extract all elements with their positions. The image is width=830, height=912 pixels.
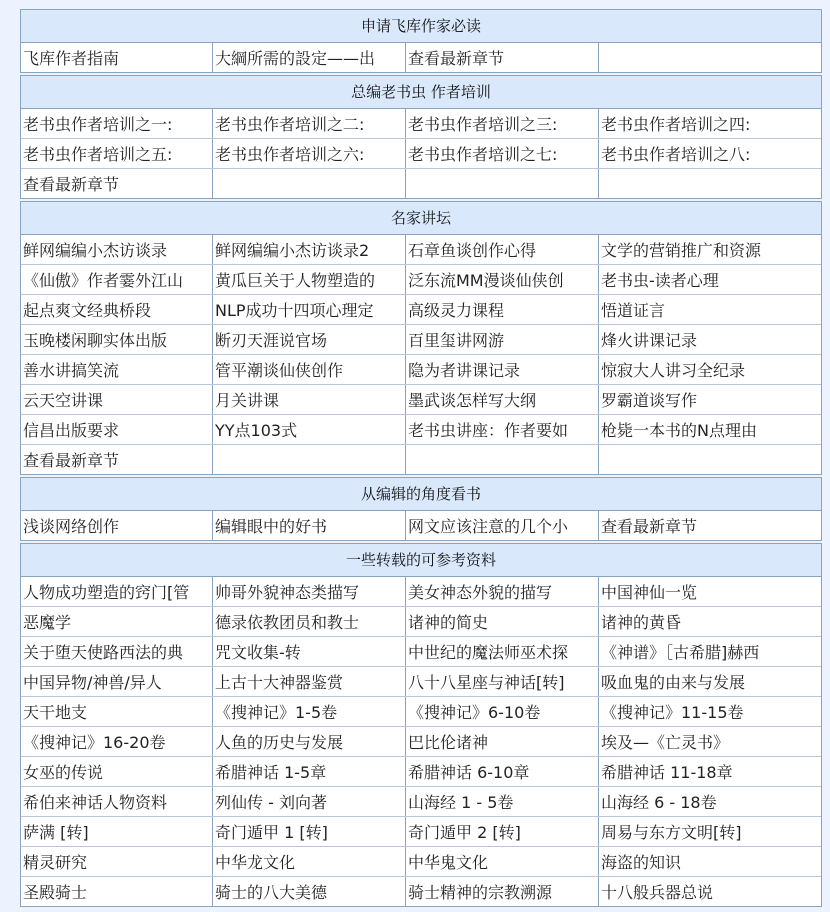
table-row	[21, 325, 821, 355]
chapter-link[interactable]: 老书虫作者培训之二:	[213, 109, 406, 138]
table-row	[21, 235, 821, 265]
chapter-link[interactable]: NLP成功十四项心理定	[213, 295, 406, 324]
empty-cell	[406, 445, 599, 474]
empty-cell	[213, 445, 406, 474]
chapter-link[interactable]: 女巫的传说	[21, 757, 213, 786]
table-row	[21, 817, 821, 847]
chapter-link[interactable]: 老书虫-读者心理	[601, 271, 719, 290]
chapter-link[interactable]: 奇门遁甲 1 [转]	[213, 817, 406, 846]
chapter-link[interactable]: 精灵研究	[21, 847, 213, 876]
chapter-link[interactable]: 八十八星座与神话[转]	[406, 667, 599, 696]
chapter-link[interactable]: 大綱所需的設定——出	[213, 43, 406, 72]
chapter-link[interactable]: 希腊神话 1-5章	[213, 757, 406, 786]
chapter-link[interactable]: 咒文收集-转	[213, 637, 406, 666]
chapter-link[interactable]: 石章鱼谈创作心得	[406, 235, 599, 264]
section-title: 申请飞库作家必读	[21, 10, 821, 43]
chapter-link[interactable]: 老书虫作者培训之四:	[601, 115, 751, 134]
section-2	[20, 201, 822, 475]
section-4	[20, 543, 822, 907]
table-row	[21, 445, 821, 474]
chapter-link[interactable]: 山海经 6 - 18卷	[601, 793, 717, 812]
empty-cell	[599, 445, 821, 474]
chapter-link[interactable]: 人物成功塑造的窍门[管	[21, 577, 213, 606]
chapter-link[interactable]: 百里玺讲网游	[406, 325, 599, 354]
chapter-link[interactable]: 高级灵力课程	[406, 295, 599, 324]
chapter-link[interactable]: 上古十大神器鉴赏	[213, 667, 406, 696]
chapter-link[interactable]: 查看最新章节	[601, 517, 698, 536]
chapter-link[interactable]: 隐为者讲课记录	[406, 355, 599, 384]
chapter-link[interactable]: 《仙傲》作者霎外江山	[21, 265, 213, 294]
chapter-link[interactable]: 萨满 [转]	[21, 817, 213, 846]
table-row	[21, 697, 821, 727]
table-row	[21, 109, 821, 139]
chapter-link[interactable]: 墨武谈怎样写大纲	[406, 385, 599, 414]
chapter-link[interactable]: 帅哥外貌神态类描写	[213, 577, 406, 606]
chapter-link[interactable]: 枪毙一本书的N点理由	[601, 421, 757, 440]
chapter-link[interactable]: 月关讲课	[213, 385, 406, 414]
chapter-link[interactable]: 编辑眼中的好书	[213, 511, 406, 540]
chapter-link[interactable]: 老书虫作者培训之三:	[406, 109, 599, 138]
chapter-link[interactable]: 老书虫作者培训之一:	[21, 109, 213, 138]
table-row	[21, 607, 821, 637]
chapter-link[interactable]: 鲜网编编小杰访谈录2	[213, 235, 406, 264]
chapter-link[interactable]: 骑士精神的宗教溯源	[406, 877, 599, 906]
chapter-link[interactable]: 十八般兵器总说	[601, 883, 714, 902]
chapter-link[interactable]: 奇门遁甲 2 [转]	[406, 817, 599, 846]
table-row	[21, 139, 821, 169]
table-row	[21, 727, 821, 757]
chapter-link[interactable]: 泛东流MM漫谈仙侠创	[406, 265, 599, 294]
chapter-link[interactable]: 云天空讲课	[21, 385, 213, 414]
chapter-link[interactable]: 中世纪的魔法师巫术探	[406, 637, 599, 666]
chapter-link[interactable]: 海盗的知识	[601, 853, 682, 872]
table-row	[21, 787, 821, 817]
chapter-link[interactable]: YY点103式	[213, 415, 406, 444]
chapter-link[interactable]: 老书虫讲座：作者要如	[406, 415, 599, 444]
chapter-link[interactable]: 周易与东方文明[转]	[601, 823, 742, 842]
chapter-link[interactable]: 人鱼的历史与发展	[213, 727, 406, 756]
chapter-link[interactable]: 善水讲搞笑流	[21, 355, 213, 384]
chapter-link[interactable]: 悟道证言	[601, 301, 666, 320]
table-row	[21, 43, 821, 72]
table-row	[21, 355, 821, 385]
chapter-link[interactable]: 信昌出版要求	[21, 415, 213, 444]
chapter-link[interactable]: 管平潮谈仙侠创作	[213, 355, 406, 384]
table-row	[21, 385, 821, 415]
table-row	[21, 757, 821, 787]
table-row	[21, 295, 821, 325]
chapter-link[interactable]: 老书虫作者培训之八:	[601, 145, 751, 164]
chapter-link[interactable]: 巴比伦诸神	[406, 727, 599, 756]
table-row	[21, 169, 821, 198]
chapter-link[interactable]: 美女神态外貌的描写	[406, 577, 599, 606]
chapter-link[interactable]: 中华龙文化	[213, 847, 406, 876]
chapter-link[interactable]: 诸神的简史	[406, 607, 599, 636]
empty-cell	[599, 169, 821, 198]
table-row	[21, 847, 821, 877]
table-row	[21, 265, 821, 295]
chapter-link[interactable]: 《神谱》［古希腊]赫西	[601, 643, 760, 662]
chapter-link[interactable]: 天干地支	[21, 697, 213, 726]
table-row	[21, 667, 821, 697]
chapter-link[interactable]: 德录依教团员和教士	[213, 607, 406, 636]
chapter-link[interactable]: 飞库作者指南	[21, 43, 213, 72]
chapter-index	[20, 9, 822, 909]
chapter-link[interactable]: 黄瓜巨关于人物塑造的	[213, 265, 406, 294]
chapter-link[interactable]: 查看最新章节	[406, 43, 599, 72]
chapter-link[interactable]: 列仙传 - 刘向著	[213, 787, 406, 816]
chapter-link[interactable]: 罗霸道谈写作	[601, 391, 698, 410]
chapter-link[interactable]: 希腊神话 6-10章	[406, 757, 599, 786]
chapter-link[interactable]: 烽火讲课记录	[601, 331, 698, 350]
table-row	[21, 577, 821, 607]
chapter-link[interactable]: 希腊神话 11-18章	[601, 763, 733, 782]
chapter-link[interactable]: 查看最新章节	[21, 445, 213, 474]
chapter-link[interactable]: 《搜神记》16-20卷	[21, 727, 213, 756]
section-title: 总编老书虫 作者培训	[21, 76, 821, 109]
chapter-link[interactable]: 山海经 1 - 5卷	[406, 787, 599, 816]
chapter-link[interactable]: 诸神的黄昏	[601, 613, 682, 632]
chapter-link[interactable]: 老书虫作者培训之六:	[213, 139, 406, 168]
chapter-link[interactable]: 老书虫作者培训之五:	[21, 139, 213, 168]
chapter-link[interactable]: 文学的营销推广和资源	[601, 241, 762, 260]
chapter-link[interactable]: 中华鬼文化	[406, 847, 599, 876]
chapter-link[interactable]: 网文应该注意的几个小	[406, 511, 599, 540]
chapter-link[interactable]: 玉晚楼闲聊实体出版	[21, 325, 213, 354]
table-row	[21, 415, 821, 445]
section-title: 一些转载的可参考资料	[21, 544, 821, 577]
section-3	[20, 477, 822, 541]
table-row	[21, 511, 821, 540]
section-title: 名家讲坛	[21, 202, 821, 235]
chapter-link[interactable]: 鲜网编编小杰访谈录	[21, 235, 213, 264]
chapter-link[interactable]: 《搜神记》1-5卷	[213, 697, 406, 726]
chapter-link[interactable]: 中国神仙一览	[601, 583, 698, 602]
chapter-link[interactable]: 断刃天涯说官场	[213, 325, 406, 354]
chapter-link[interactable]: 惊寂大人讲习全纪录	[601, 361, 746, 380]
table-row	[21, 637, 821, 667]
chapter-link[interactable]: 埃及—《亡灵书》	[601, 733, 730, 752]
empty-cell	[406, 169, 599, 198]
chapter-link[interactable]: 关于堕天使路西法的典	[21, 637, 213, 666]
table-row	[21, 877, 821, 906]
chapter-link[interactable]: 吸血鬼的由来与发展	[601, 673, 746, 692]
chapter-link[interactable]: 恶魔学	[21, 607, 213, 636]
chapter-link[interactable]: 希伯来神话人物资料	[21, 787, 213, 816]
chapter-link[interactable]: 老书虫作者培训之七:	[406, 139, 599, 168]
chapter-link[interactable]: 《搜神记》11-15卷	[601, 703, 744, 722]
chapter-link[interactable]: 圣殿骑士	[21, 877, 213, 906]
chapter-link[interactable]: 《搜神记》6-10卷	[406, 697, 599, 726]
chapter-link[interactable]: 查看最新章节	[21, 169, 213, 198]
section-0	[20, 9, 822, 73]
empty-cell	[213, 169, 406, 198]
chapter-link[interactable]: 中国异物/神兽/异人	[21, 667, 213, 696]
chapter-link[interactable]: 起点爽文经典桥段	[21, 295, 213, 324]
chapter-link[interactable]: 骑士的八大美德	[213, 877, 406, 906]
empty-cell	[599, 43, 821, 72]
section-1	[20, 75, 822, 199]
section-title: 从编辑的角度看书	[21, 478, 821, 511]
chapter-link[interactable]: 浅谈网络创作	[21, 511, 213, 540]
